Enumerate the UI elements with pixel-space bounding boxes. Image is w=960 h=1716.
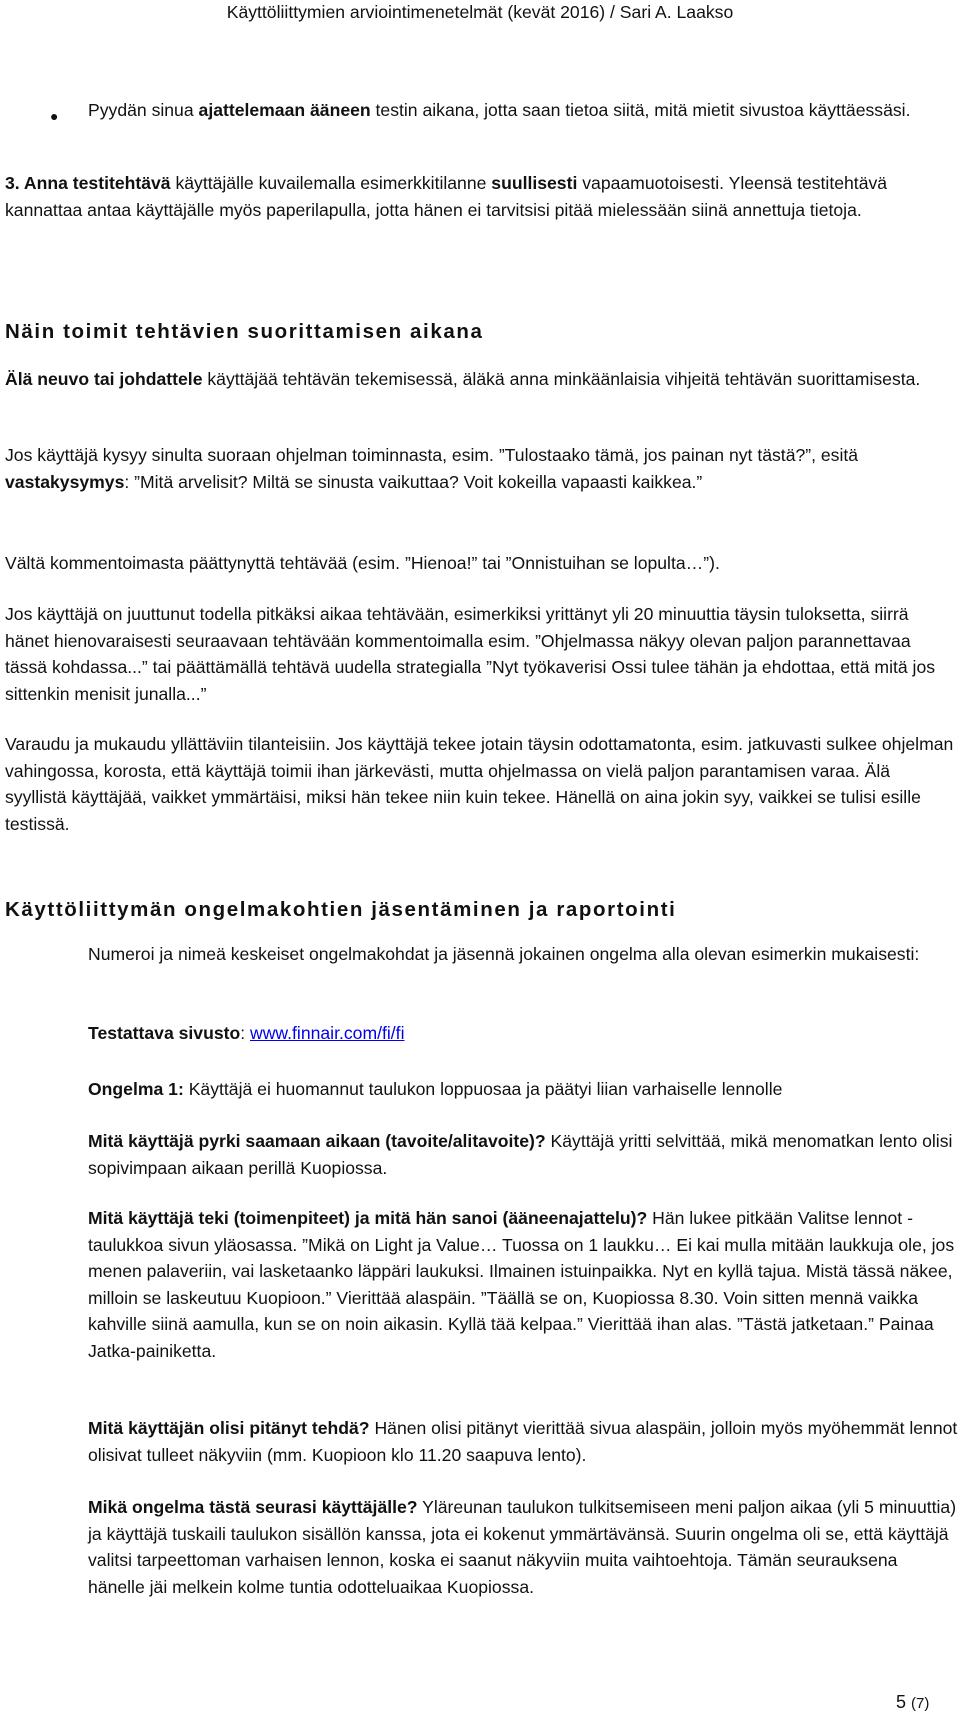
- actions-answer: Hän lukee pitkään Valitse lennot -taulukkoa sivun yläosassa. ”Mikä on Light ja Value… Tuossa on 1 laukku… Ei kai mulla mitään laukkuja ole, jos menen palaveriin, vai lasketaanko läppäri laukuksi. Ilmainen istuinpaikka. Nyt en kyllä tajua. Mistä tässä näkee, milloin se laskeutuu Kuopioon.” Vierittää alaspäin. ”Täällä se on, Kuopiossa 8.30. Voin sitten mennä vaikka kahville siinä aamulla, kun se on noin aikasin. Kyllä tää kelpaa.” Vierittää ihan alas. ”Tästä jatketaan.” Painaa Jatka-painiketta.: [88, 1208, 955, 1361]
- actions-paragraph: [88, 1205, 958, 1364]
- page-number: [896, 1690, 929, 1716]
- section-heading-problem-reporting: Käyttöliittymän ongelmakohtien jäsentäminen ja raportointi: [5, 898, 677, 921]
- counter-question-text-2: : ”Mitä arvelisit? Miltä se sinusta vaikuttaa? Voit kokeilla vapaasti kaikkea.”: [124, 471, 703, 492]
- tested-site-colon: :: [240, 1023, 250, 1043]
- problem-1-line: [88, 1076, 958, 1103]
- counter-question-paragraph: [5, 442, 955, 495]
- tested-site-link[interactable]: www.finnair.com/fi/fi: [250, 1023, 405, 1043]
- goal-answer: Käyttäjä yritti selvittää, mikä menomatkan lento olisi sopivimpaan aikaan perillä Kuopiossa.: [88, 1131, 953, 1178]
- page-total: (7): [911, 1695, 930, 1712]
- tested-site-line: [88, 1020, 958, 1047]
- expected-answer: Hänen olisi pitänyt vierittää sivua alaspäin, jolloin myös myöhemmät lennot olisivat tulleet näkyviin (mm. Kuopioon klo 11.20 saapuva lento).: [88, 1418, 958, 1465]
- goal-question: Mitä käyttäjä pyrki saamaan aikaan (tavoite/alitavoite)?: [88, 1131, 546, 1151]
- surprises-paragraph: Varaudu ja mukaudu yllättäviin tilanteisiin. Jos käyttäjä tekee jotain täysin odottamatonta, esim. jatkuvasti sulkee ohjelman vahingossa, korosta, että käyttäjä toimii ihan järkevästi, mutta ohjelmassa on vielä paljon parantamisen varaa. Älä syyllistä käyttäjää, vaikket ymmärtäisi, miksi hän tekee niin kuin tekee. Hänellä on aina jokin syy, vaikkei se tulisi esille testissä.: [5, 734, 954, 834]
- actions-question: Mitä käyttäjä teki (toimenpiteet) ja mitä hän sanoi (ääneenajattelu)?: [88, 1208, 648, 1228]
- stuck-user-paragraph: Jos käyttäjä on juuttunut todella pitkäksi aikaa tehtävään, esimerkiksi yrittänyt yli 20 minuuttia täysin tuloksetta, siirrä hänet hienovaraisesti seuraavaan tehtävään kommentoimalla esim. ”Ohjelmassa näkyy olevan paljon parannettavaa tässä kohdassa...” tai päättämällä tehtävä uudella strategialla ”Nyt työkaverisi Ossi tulee tähän ja ehdottaa, että mitä jos sittenkin menisit junalla...”: [5, 604, 936, 704]
- counter-question-text-1: Jos käyttäjä kysyy sinulta suoraan ohjelman toiminnasta, esim. ”Tulostaako tämä, jos painan nyt tästä?”, esitä: [5, 445, 859, 465]
- bullet-icon: ●: [50, 108, 59, 124]
- running-header: Käyttöliittymien arviointimenetelmät (kevät 2016) / Sari A. Laakso: [226, 2, 734, 22]
- no-guidance-bold: Älä neuvo tai johdattele: [5, 369, 203, 389]
- bullet-text-2: testin aikana, jotta saan tietoa siitä, mitä mietit sivustoa käyttäessäsi.: [370, 100, 911, 120]
- bullet-bold: ajattelemaan ääneen: [198, 100, 371, 120]
- step-3-bold: suullisesti: [491, 173, 578, 193]
- consequence-answer: Yläreunan taulukon tulkitsemiseen meni paljon aikaa (yli 5 minuuttia) ja käyttäjä tuskaili taulukon sisällön kanssa, jota ei kokenut ymmärtävänsä. Suurin ongelma oli se, että käyttäjä valitsi tarpeettoman varhaisen lennon, koska ei saanut näkyviin muita vaihtoehtoja. Tämän seurauksena hänelle jäi melkein kolme tuntia odotteluaikaa Kuopiossa.: [88, 1497, 957, 1597]
- section-heading-during-tasks: Näin toimit tehtävien suorittamisen aikana: [5, 320, 484, 343]
- problem-1-label: Ongelma 1:: [88, 1079, 184, 1099]
- tested-site-label: Testattava sivusto: [88, 1023, 241, 1043]
- problem-1-text: Käyttäjä ei huomannut taulukon loppuosaa ja päätyi liian varhaiselle lennolle: [183, 1079, 783, 1099]
- page-current: 5: [896, 1692, 907, 1712]
- consequence-paragraph: [88, 1494, 958, 1600]
- no-guidance-text: käyttäjää tehtävän tekemisessä, äläkä anna minkäänlaisia vihjeitä tehtävän suorittamisesta.: [202, 369, 921, 389]
- step-3-label: 3. Anna testitehtävä: [5, 173, 171, 193]
- consequence-question: Mikä ongelma tästä seurasi käyttäjälle?: [88, 1497, 418, 1517]
- no-guidance-paragraph: [5, 366, 955, 393]
- expected-paragraph: [88, 1415, 958, 1468]
- expected-question: Mitä käyttäjän olisi pitänyt tehdä?: [88, 1418, 370, 1438]
- step-3-paragraph: [5, 170, 955, 223]
- avoid-comment-paragraph: Vältä kommentoimasta päättynyttä tehtävää (esim. ”Hienoa!” tai ”Onnistuihan se lopulta…”).: [5, 553, 720, 573]
- step-3-text-2: vapaamuotoisesti. Yleensä testitehtävä kannattaa antaa käyttäjälle myös paperilapulla, jotta hänen ei tarvitsisi pitää mielessään siinä annettuja tietoja.: [5, 173, 888, 220]
- bullet-text-1: Pyydän sinua: [88, 100, 199, 120]
- bullet-paragraph: [88, 97, 948, 124]
- goal-paragraph: [88, 1128, 958, 1181]
- counter-question-bold: vastakysymys: [5, 471, 125, 492]
- step-3-text-1: käyttäjälle kuvailemalla esimerkkitilanne: [170, 173, 492, 193]
- reporting-intro: Numeroi ja nimeä keskeiset ongelmakohdat ja jäsennä jokainen ongelma alla olevan esimerkin mukaisesti:: [88, 944, 920, 964]
